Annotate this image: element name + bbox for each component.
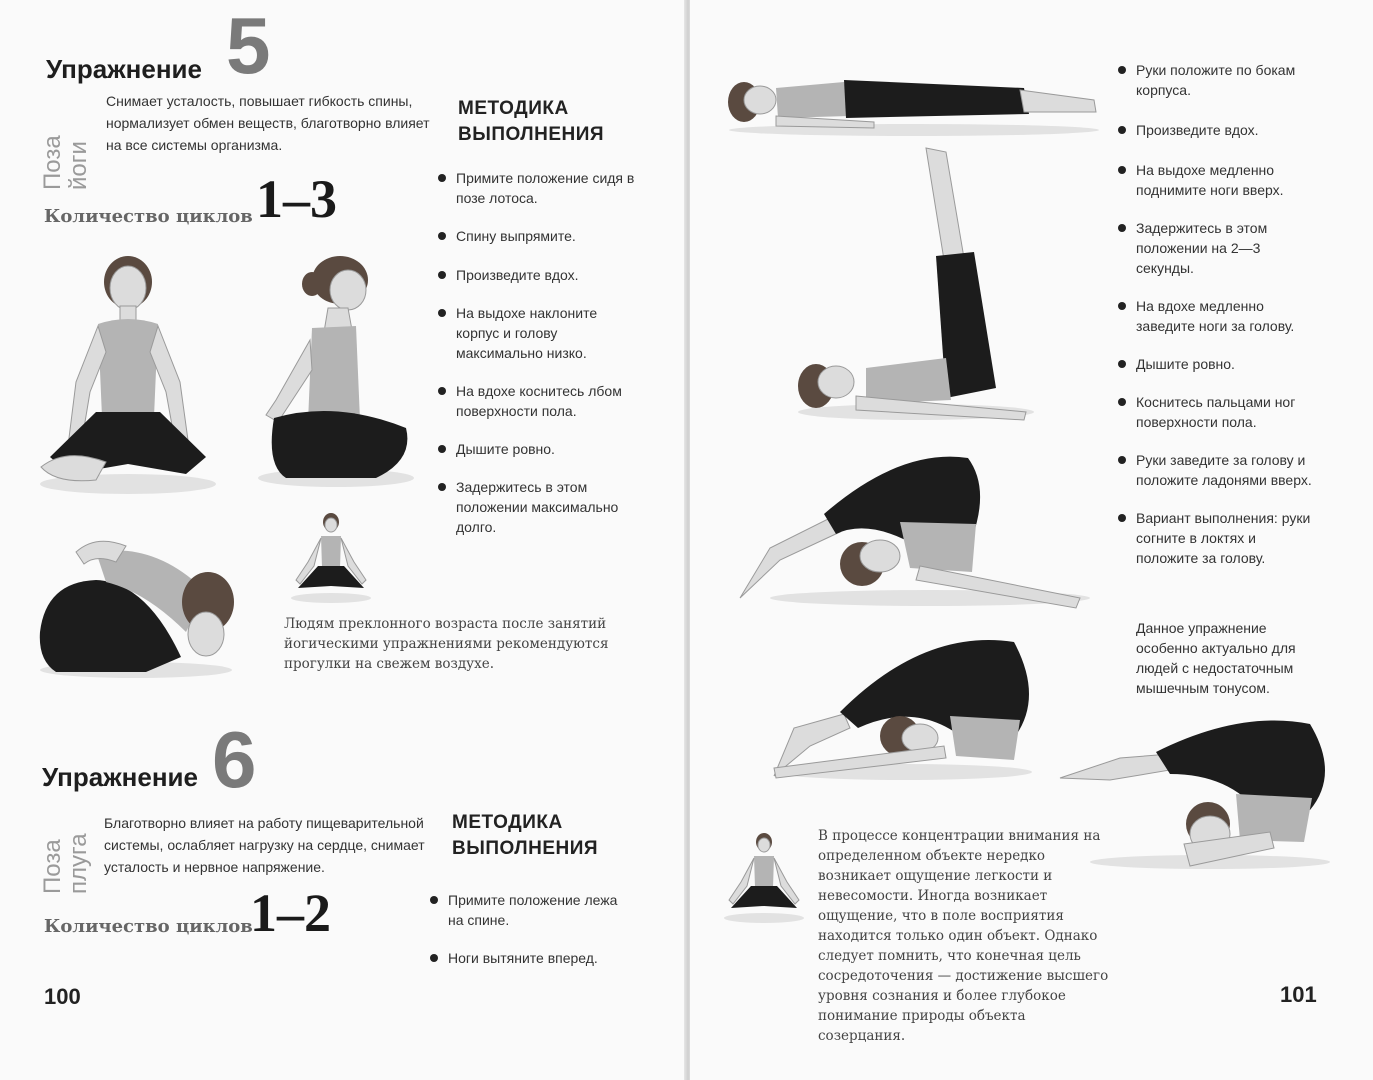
page-number-right: 101 bbox=[1280, 982, 1317, 1007]
page-number-left: 100 bbox=[44, 984, 81, 1009]
cycles-value-5: 1–3 bbox=[256, 169, 337, 229]
method-title-5: МЕТОДИКА ВЫПОЛНЕНИЯ bbox=[458, 98, 605, 145]
method-title-6: МЕТОДИКА ВЫПОЛНЕНИЯ bbox=[452, 812, 599, 859]
step-item: Задержитесь в этом положении максимально долго. bbox=[438, 477, 638, 537]
lotus-pose-side-photo bbox=[256, 250, 414, 490]
step-item: Примите положение лежа на спине. bbox=[430, 890, 630, 930]
exercise-6-title: Упражнение bbox=[42, 762, 198, 792]
exercise-6-description: Благотворно влияет на работу пищеварительной системы, ослабляет нагрузку на сердце, снимает усталость и нервное напряжение. bbox=[104, 815, 425, 875]
step-item: Дышите ровно. bbox=[438, 439, 638, 459]
lying-supine-photo bbox=[724, 70, 1104, 138]
elderly-note: Людям преклонного возраста после занятий йогическими упражнениями рекомендуются прогулки на свежем воздухе. bbox=[284, 616, 609, 672]
legs-raised-photo bbox=[796, 148, 1038, 424]
step-item: Руки положите по бокам корпуса. bbox=[1118, 60, 1314, 100]
steps-list-6-continued bbox=[1118, 60, 1314, 568]
steps-list-6 bbox=[430, 890, 630, 968]
step-item: На выдохе наклоните корпус и голову максимально низко. bbox=[438, 303, 638, 363]
pose-name-6: Поза плуга bbox=[39, 833, 92, 894]
exercise-5-number: 5 bbox=[226, 1, 271, 90]
cycles-label-6: Количество циклов bbox=[44, 916, 253, 937]
exercise-6-number: 6 bbox=[212, 715, 257, 804]
forward-bend-pose-photo bbox=[36, 532, 234, 678]
step-item: На вдохе медленно заведите ноги за голову. bbox=[1118, 296, 1314, 336]
meditation-figure-icon bbox=[722, 832, 806, 924]
step-item: Задержитесь в этом положении на 2—3 секунды. bbox=[1118, 218, 1314, 278]
cycles-label-5: Количество циклов bbox=[44, 206, 253, 227]
step-item: Коснитесь пальцами ног поверхности пола. bbox=[1118, 392, 1314, 432]
side-note: Данное упражнение особенно актуально для людей с недостаточным мышечным тонусом. bbox=[1136, 620, 1296, 696]
step-item: Ноги вытяните вперед. bbox=[430, 948, 630, 968]
left-page bbox=[0, 0, 686, 1080]
step-item: Примите положение сидя в позе лотоса. bbox=[438, 168, 638, 208]
step-item: Спину выпрямите. bbox=[438, 226, 638, 246]
step-item: Произведите вдох. bbox=[1118, 120, 1314, 140]
exercise-5-title: Упражнение bbox=[46, 54, 202, 84]
plough-pose-photo bbox=[774, 628, 1036, 780]
legs-overhead-photo bbox=[740, 448, 1090, 608]
step-item: На вдохе коснитесь лбом поверхности пола. bbox=[438, 381, 638, 421]
step-item: Дышите ровно. bbox=[1118, 354, 1314, 374]
pose-name-5: Поза йоги bbox=[39, 135, 92, 190]
step-item: На выдохе медленно поднимите ноги вверх. bbox=[1118, 160, 1314, 200]
step-item: Произведите вдох. bbox=[438, 265, 638, 285]
right-page bbox=[690, 0, 1373, 1080]
lotus-pose-front-photo bbox=[36, 252, 221, 497]
concentration-note: В процессе концентрации внимания на определенном объекте нередко возникает ощущение легкости и невесомости. Иногда возникает ощущение, что в поле восприятия находится только один объект. Однако следует помнить, что конечная цель сосредоточения — достижение высшего уровня сознания и более глубокое понимание природы объекта созерцания. bbox=[818, 828, 1109, 1044]
meditation-figure-icon bbox=[288, 512, 374, 604]
cycles-value-6: 1–2 bbox=[250, 883, 331, 943]
steps-list-5 bbox=[438, 168, 638, 537]
step-item: Вариант выполнения: руки согните в локтях и положите за голову. bbox=[1118, 508, 1314, 568]
step-item: Руки заведите за голову и положите ладонями вверх. bbox=[1118, 450, 1314, 490]
exercise-5-description: Снимает усталость, повышает гибкость спины, нормализует обмен веществ, благотворно влияет на все системы организма. bbox=[106, 93, 430, 153]
